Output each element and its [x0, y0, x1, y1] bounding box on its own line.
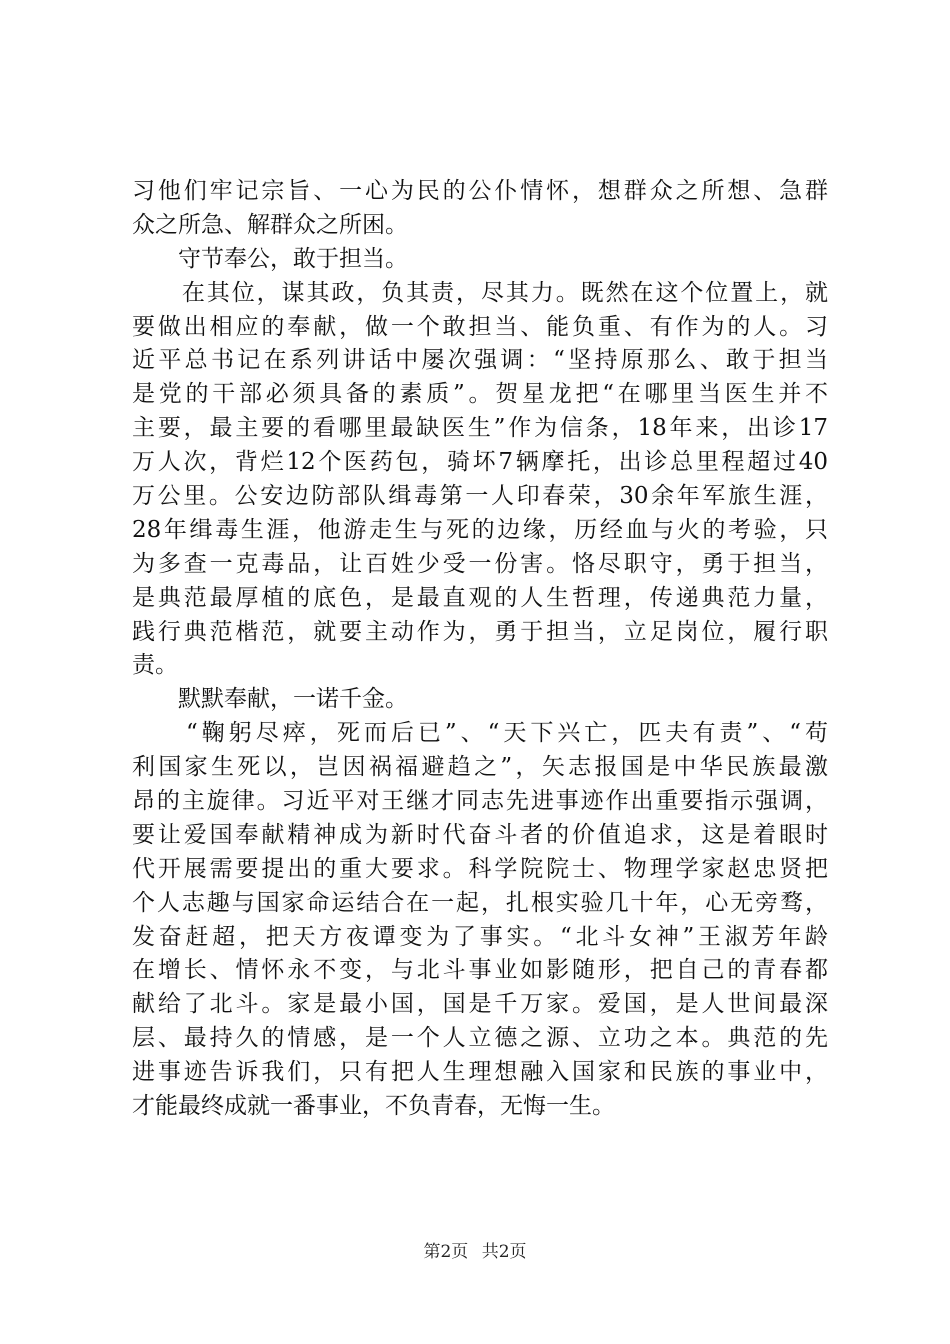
- page-footer: [0, 1240, 950, 1264]
- text-line: 习他们牢记宗旨、一心为民的公仆情怀，想群众之所想、急群: [132, 178, 828, 204]
- page-number: 第2页: [423, 1242, 469, 1262]
- text-line: 众之所急、解群众之所困。: [132, 211, 408, 238]
- text-line: 为多查一克毒品，让百姓少受一份害。恪尽职守，勇于担当，: [132, 550, 828, 577]
- text-line: 发奋赶超，把天方夜谭变为了事实。“北斗女神”王淑芳年龄: [132, 923, 828, 950]
- text-line: 是党的干部必须具备的素质”。贺星龙把“在哪里当医生并不: [132, 381, 828, 408]
- text-line: 昂的主旋律。习近平对王继才同志先进事迹作出重要指示强调，: [132, 788, 828, 815]
- text-line: 个人志趣与国家命运结合在一起，扎根实验几十年，心无旁骛，: [132, 889, 828, 916]
- text-line: 万人次，背烂12个医药包，骑坏7辆摩托，出诊总里程超过40: [132, 449, 828, 476]
- text-line: 28年缉毒生涯，他游走生与死的边缘，历经血与火的考验，只: [132, 516, 828, 543]
- text-line: 近平总书记在系列讲话中屡次强调：“坚持原那么、敢于担当: [132, 347, 828, 374]
- text-line: 要做出相应的奉献，做一个敢担当、能负重、有作为的人。习: [132, 313, 828, 340]
- text-line: 主要，最主要的看哪里最缺医生”作为信条，18年来，出诊17: [132, 415, 828, 442]
- text-line: 献给了北斗。家是最小国，国是千万家。爱国，是人世间最深: [132, 991, 828, 1018]
- text-line: 万公里。公安边防部队缉毒第一人印春荣，30余年军旅生涯，: [132, 483, 828, 510]
- text-line: 践行典范楷范，就要主动作为，勇于担当，立足岗位，履行职: [132, 618, 828, 645]
- page-total: 共2页: [481, 1242, 527, 1262]
- text-line: 进事迹告诉我们，只有把人生理想融入国家和民族的事业中，: [132, 1059, 828, 1086]
- text-line: 要让爱国奉献精神成为新时代奋斗者的价值追求，这是着眼时: [132, 821, 828, 848]
- text-line: 在其位，谋其政，负其责，尽其力。既然在这个位置上，就: [132, 279, 828, 306]
- section-heading: 默默奉献，一诺千金。: [132, 686, 408, 713]
- text-line: 在增长、情怀永不变，与北斗事业如影随形，把自己的青春都: [132, 957, 828, 984]
- text-line: 是典范最厚植的底色，是最直观的人生哲理，传递典范力量，: [132, 584, 828, 611]
- section-heading: 守节奉公，敢于担当。: [132, 245, 408, 272]
- text-line: 责。: [132, 652, 178, 679]
- text-line: 代开展需要提出的重大要求。科学院院士、物理学家赵忠贤把: [132, 855, 828, 882]
- document-body: [132, 175, 828, 1124]
- text-line: 层、最持久的情感，是一个人立德之源、立功之本。典范的先: [132, 1025, 828, 1052]
- text-line: “鞠躬尽瘁，死而后已”、“天下兴亡，匹夫有责”、“苟: [132, 720, 828, 747]
- text-line: 利国家生死以，岂因祸福避趋之”，矢志报国是中华民族最激: [132, 754, 828, 781]
- text-line: 才能最终成就一番事业，不负青春，无悔一生。: [132, 1093, 615, 1120]
